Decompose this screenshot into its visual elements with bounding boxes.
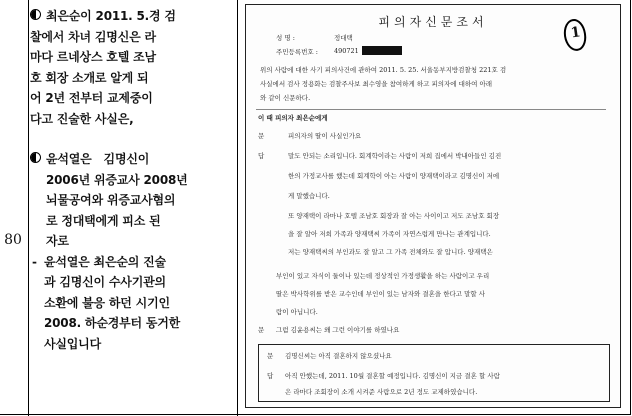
handmark-digit: 1 bbox=[569, 24, 582, 42]
text-line: 윤석열은 최은순의 진술 bbox=[44, 254, 166, 269]
text-line: 사실입니다 bbox=[44, 336, 101, 351]
answer-1-line: 저는 양재택씨의 부인과도 잘 알고 그 가족 전체와도 잘 압니다. 양재택은 bbox=[288, 248, 493, 256]
box-question: 김명신씨는 아직 결혼하지 않으셨나요 bbox=[285, 352, 392, 360]
highlighted-qa-box bbox=[258, 344, 610, 402]
answer-1-line: 을 잘 알아 저희 가족과 양재택씨 가족이 자연스럽게 만나는 관계입니다. bbox=[288, 230, 491, 238]
text-line: 로 정대택에게 피소 된 bbox=[46, 213, 161, 228]
text-line: 2006년 위증교사 2008년 bbox=[46, 172, 188, 187]
row-number: 80 bbox=[4, 232, 22, 248]
question-2: 그럼 김윤용씨는 왜 그런 이야기를 하였나요 bbox=[276, 326, 400, 334]
paragraph-1 bbox=[30, 6, 226, 129]
box-answer-line: 아직 안했는데, 2011. 10월 결혼할 예정입니다. 김명신이 지금 결혼 할 사람 bbox=[285, 372, 500, 380]
text-line: 어 2년 전부터 교제중이 bbox=[30, 91, 153, 105]
box-answer-line: 은 라마다 조회장이 소개 시켜준 사람으로 2년 정도 교제하였습니다. bbox=[285, 388, 478, 396]
redaction-block bbox=[362, 46, 402, 55]
left-column-text bbox=[30, 6, 226, 354]
scanned-interrogation-record bbox=[245, 4, 621, 408]
id-label: 주민등록번호 : bbox=[276, 48, 318, 56]
half-circle-bullet-icon bbox=[30, 9, 41, 20]
column-divider bbox=[28, 0, 29, 416]
name-label: 성 명 : bbox=[276, 34, 295, 42]
section-header: 이 때 피의자 최은순에게 bbox=[258, 114, 328, 122]
text-line: 자로 bbox=[46, 234, 69, 248]
id-value: 490721 bbox=[334, 47, 359, 55]
answer-1-line: 말도 안되는 소리입니다. 회계학이라는 사람이 저희 집에서 박내아들인 김진 bbox=[288, 152, 502, 160]
text-line: 윤석열은 김명신이 bbox=[46, 152, 150, 166]
column-divider bbox=[237, 0, 238, 416]
text-line: 찰에서 차녀 김명신은 라 bbox=[30, 29, 156, 44]
question-label: 문 bbox=[258, 132, 265, 140]
question-1: 피의자의 딸이 사실인가요 bbox=[288, 132, 362, 140]
intro-line: 와 같이 신문하다. bbox=[260, 94, 311, 102]
document-title: 피의자신문조서 bbox=[378, 15, 488, 29]
dash-bullet: - bbox=[32, 254, 37, 269]
half-circle-bullet-icon bbox=[30, 152, 41, 163]
text-line: 마다 르네상스 호텔 조남 bbox=[30, 50, 156, 64]
text-line: 다고 진술한 사실은, bbox=[30, 111, 134, 126]
answer-1-line: 람이 아닙니다. bbox=[276, 308, 318, 316]
answer-1-line: 한의 가정교사를 했는데 회계학이 아는 사람이 양재택이라고 김명신이 저에 bbox=[288, 172, 500, 180]
text-line: 2008. 하순경부터 동거한 bbox=[44, 316, 181, 330]
text-line: 과 김명신이 수사기관의 bbox=[44, 275, 166, 289]
question-label: 문 bbox=[267, 352, 274, 360]
answer-1-line: 게 말했습니다. bbox=[288, 192, 330, 200]
answer-label: 답 bbox=[258, 152, 265, 160]
text-line: 뇌물공여와 위증교사혐의 bbox=[46, 193, 176, 207]
intro-line: 위의 사람에 대한 사기 피의사건에 관하여 2011. 5. 25. 서울동부지방검찰청 221호 검 bbox=[260, 66, 507, 74]
paragraph-3 bbox=[30, 252, 226, 355]
name-value: 정대택 bbox=[334, 34, 353, 42]
question-label: 문 bbox=[258, 326, 265, 334]
intro-line: 사실에서 검사 정용화는 검찰주사보 최수영을 참여하게 하고 피의자에 대하여 아래 bbox=[260, 80, 493, 88]
answer-1-line: 부인이 있고 자식이 둘이나 있는데 정상적인 가정생활을 하는 사람이고 우리 bbox=[276, 272, 490, 280]
answer-1-line: 또 양재택이 라마나 호텔 조남호 회장과 잘 아는 사이이고 저도 조남호 회장 bbox=[288, 212, 500, 220]
paragraph-2 bbox=[30, 149, 226, 252]
divider bbox=[256, 109, 606, 110]
answer-1-line: 딸은 박사학위를 받은 교수인데 부인이 있는 남자와 결혼을 한다고 말할 사 bbox=[276, 290, 486, 298]
text-line: 소환에 불응 하던 시기인 bbox=[44, 295, 170, 310]
answer-label: 답 bbox=[267, 372, 274, 380]
text-line: 최은순이 2011. 5.경 검 bbox=[46, 9, 176, 23]
text-line: 호 회장 소개로 알게 되 bbox=[30, 70, 149, 85]
